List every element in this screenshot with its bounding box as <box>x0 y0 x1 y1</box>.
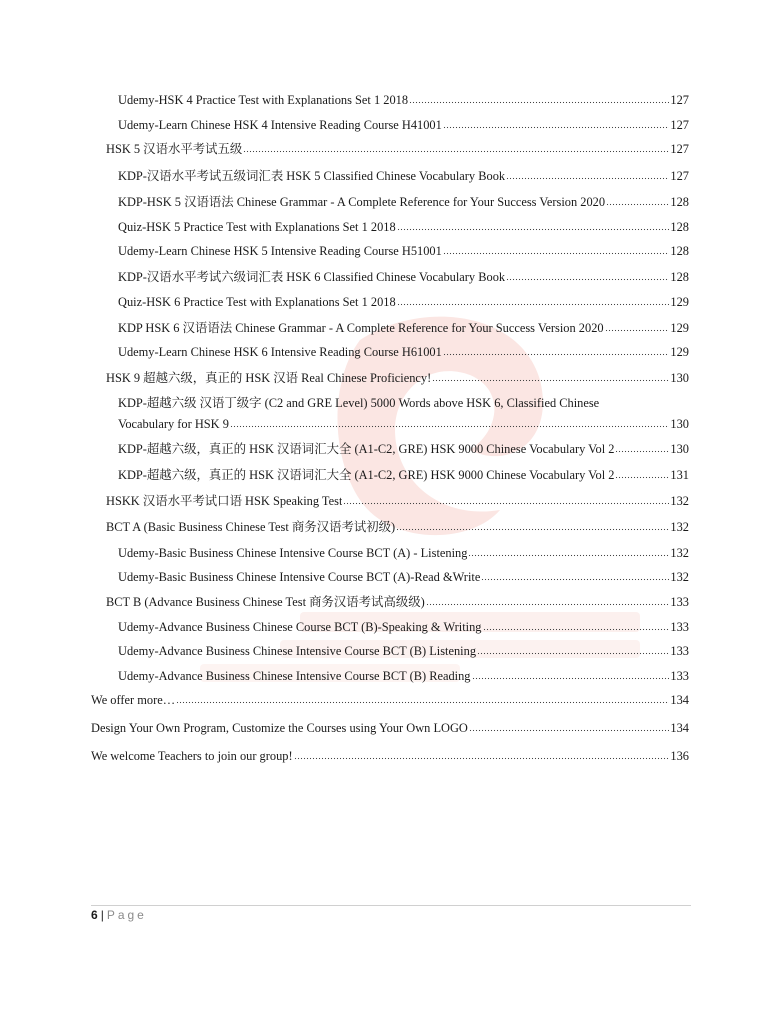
page-label: Page <box>106 908 147 922</box>
dot-leader <box>469 721 670 732</box>
toc-entry-title: KDP-超越六级 汉语丁级字 (C2 and GRE Level) 5000 Words above HSK 6, Classified Chinese <box>118 396 600 410</box>
toc-entry-title: Udemy-Advance Business Chinese Course BCT (B)-Speaking & Writing <box>118 620 482 634</box>
toc-entry-title: We welcome Teachers to join our group! <box>91 749 293 763</box>
toc-entry[interactable] <box>118 269 689 285</box>
dot-leader <box>483 620 670 631</box>
toc-entry-page: 132 <box>670 520 689 534</box>
toc-entry[interactable] <box>118 168 689 184</box>
toc-entry[interactable] <box>106 493 689 509</box>
dot-leader <box>397 295 670 306</box>
toc-entry-page: 130 <box>670 371 689 385</box>
toc-entry-page: 127 <box>670 142 689 156</box>
toc-entry-page: 134 <box>670 693 689 707</box>
toc-entry-title: Quiz-HSK 5 Practice Test with Explanations Set 1 2018 <box>118 220 396 234</box>
toc-entry[interactable] <box>91 748 689 764</box>
dot-leader <box>230 417 669 428</box>
toc-entry-page: 128 <box>670 270 689 284</box>
toc-entry-page: 131 <box>670 468 689 482</box>
toc-entry-page: 133 <box>670 669 689 683</box>
toc-entry-page: 130 <box>670 442 689 456</box>
toc-entry-title: KDP-汉语水平考试六级词汇表 HSK 6 Classified Chinese Vocabulary Book <box>118 270 506 284</box>
dot-leader <box>615 442 669 453</box>
dot-leader <box>409 93 669 104</box>
toc-entry-title: HSK 9 超越六级，真正的 HSK 汉语 Real Chinese Proficiency! <box>106 371 432 385</box>
dot-leader <box>506 270 669 281</box>
toc-entry[interactable] <box>118 545 689 561</box>
dot-leader <box>506 169 669 180</box>
footer-divider <box>91 905 691 906</box>
page-footer <box>91 908 147 922</box>
toc-entry-title: Udemy-Advance Business Chinese Intensive Course BCT (B) Listening <box>118 644 477 658</box>
toc-entry[interactable] <box>91 720 689 736</box>
footer-separator: | <box>100 908 104 922</box>
toc-entry[interactable] <box>118 569 689 585</box>
toc-entry-title: Udemy-Basic Business Chinese Intensive Course BCT (A)-Read &Write <box>118 570 481 584</box>
toc-entry-page: 127 <box>670 169 689 183</box>
dot-leader <box>426 595 670 606</box>
toc-entry-title: Udemy-Basic Business Chinese Intensive Course BCT (A) - Listening <box>118 546 468 560</box>
dot-leader <box>443 244 670 255</box>
toc-entry-page: 128 <box>670 244 689 258</box>
dot-leader <box>243 142 669 153</box>
toc-entry-title: KDP-汉语水平考试五级词汇表 HSK 5 Classified Chinese Vocabulary Book <box>118 169 506 183</box>
toc-entry-page: 133 <box>670 644 689 658</box>
toc-entry-title-continued: Vocabulary for HSK 9 <box>118 417 229 431</box>
toc-entry[interactable] <box>106 519 689 535</box>
toc-entry-title: Udemy-Learn Chinese HSK 4 Intensive Reading Course H41001 <box>118 118 442 132</box>
toc-entry-page: 128 <box>670 220 689 234</box>
toc-entry-page: 132 <box>670 546 689 560</box>
dot-leader <box>481 570 669 581</box>
toc-entry[interactable] <box>118 194 689 210</box>
toc-entry-page: 133 <box>670 595 689 609</box>
toc-entry-title: KDP-超越六级，真正的 HSK 汉语词汇大全 (A1-C2, GRE) HSK 9000 Chinese Vocabulary Vol 2 <box>118 442 615 456</box>
toc-entry[interactable] <box>118 92 689 108</box>
dot-leader <box>343 494 669 505</box>
toc-entry-page: 129 <box>670 345 689 359</box>
toc-entry-page: 136 <box>670 749 689 763</box>
toc-entry-page: 132 <box>670 494 689 508</box>
toc-entry[interactable] <box>118 219 689 235</box>
toc-entry-title: Design Your Own Program, Customize the Courses using Your Own LOGO <box>91 721 468 735</box>
toc-entry[interactable] <box>118 294 689 310</box>
toc-entry[interactable] <box>118 441 689 457</box>
dot-leader <box>477 644 669 655</box>
toc-entry-page: 128 <box>670 195 689 209</box>
toc-entry-title: KDP-超越六级，真正的 HSK 汉语词汇大全 (A1-C2, GRE) HSK 9000 Chinese Vocabulary Vol 2 <box>118 468 615 482</box>
toc-entry[interactable] <box>118 117 689 133</box>
dot-leader <box>443 118 670 129</box>
toc-entry[interactable] <box>118 467 689 483</box>
toc-entry[interactable] <box>118 243 689 259</box>
toc-entry-title: BCT A (Basic Business Chinese Test 商务汉语考试初级) <box>106 520 396 534</box>
toc-entry[interactable] <box>118 344 689 360</box>
toc-entry-page: 133 <box>670 620 689 634</box>
toc-entry-page: 134 <box>670 721 689 735</box>
toc-entry-page: 129 <box>670 321 689 335</box>
dot-leader <box>615 468 669 479</box>
dot-leader <box>443 345 670 356</box>
toc-entry[interactable] <box>106 370 689 386</box>
toc-entry[interactable] <box>106 594 689 610</box>
dot-leader <box>605 321 670 332</box>
toc-entry-title: HSKK 汉语水平考试口语 HSK Speaking Test <box>106 494 343 508</box>
toc-entry[interactable] <box>91 692 689 708</box>
toc-entry[interactable] <box>118 668 689 684</box>
page-number: 6 <box>91 908 98 922</box>
toc-entry-page: 132 <box>670 570 689 584</box>
dot-leader <box>606 195 669 206</box>
toc-entry-page: 130 <box>670 417 689 431</box>
toc-entry-title: HSK 5 汉语水平考试五级 <box>106 142 243 156</box>
toc-entry-title: KDP-HSK 5 汉语语法 Chinese Grammar - A Complete Reference for Your Success Version 2020 <box>118 195 606 209</box>
toc-entry[interactable] <box>106 141 689 157</box>
toc-entry-page: 129 <box>670 295 689 309</box>
toc-entry-title: Udemy-HSK 4 Practice Test with Explanations Set 1 2018 <box>118 93 409 107</box>
dot-leader <box>294 749 670 760</box>
toc-entry-title: Udemy-Advance Business Chinese Intensive Course BCT (B) Reading <box>118 669 471 683</box>
dot-leader <box>468 546 669 557</box>
toc-entry-title: Quiz-HSK 6 Practice Test with Explanations Set 1 2018 <box>118 295 396 309</box>
toc-entry-title: We offer more… <box>91 693 176 707</box>
toc-entry-title: Udemy-Learn Chinese HSK 5 Intensive Reading Course H51001 <box>118 244 442 258</box>
dot-leader <box>472 669 670 680</box>
dot-leader <box>397 220 670 231</box>
toc-entry-page: 127 <box>670 93 689 107</box>
toc-entry[interactable] <box>118 320 689 336</box>
toc-entry-title: KDP HSK 6 汉语语法 Chinese Grammar - A Complete Reference for Your Success Version 2020 <box>118 321 604 335</box>
toc-entry-title: BCT B (Advance Business Chinese Test 商务汉语考试高级级) <box>106 595 425 609</box>
dot-leader <box>176 693 669 704</box>
toc-entry-title: Udemy-Learn Chinese HSK 6 Intensive Reading Course H61001 <box>118 345 442 359</box>
toc-entry[interactable] <box>118 619 689 635</box>
dot-leader <box>432 371 669 382</box>
toc-entry[interactable] <box>118 643 689 659</box>
toc-entry[interactable] <box>118 393 689 435</box>
dot-leader <box>396 520 669 531</box>
toc-entry-page: 127 <box>670 118 689 132</box>
